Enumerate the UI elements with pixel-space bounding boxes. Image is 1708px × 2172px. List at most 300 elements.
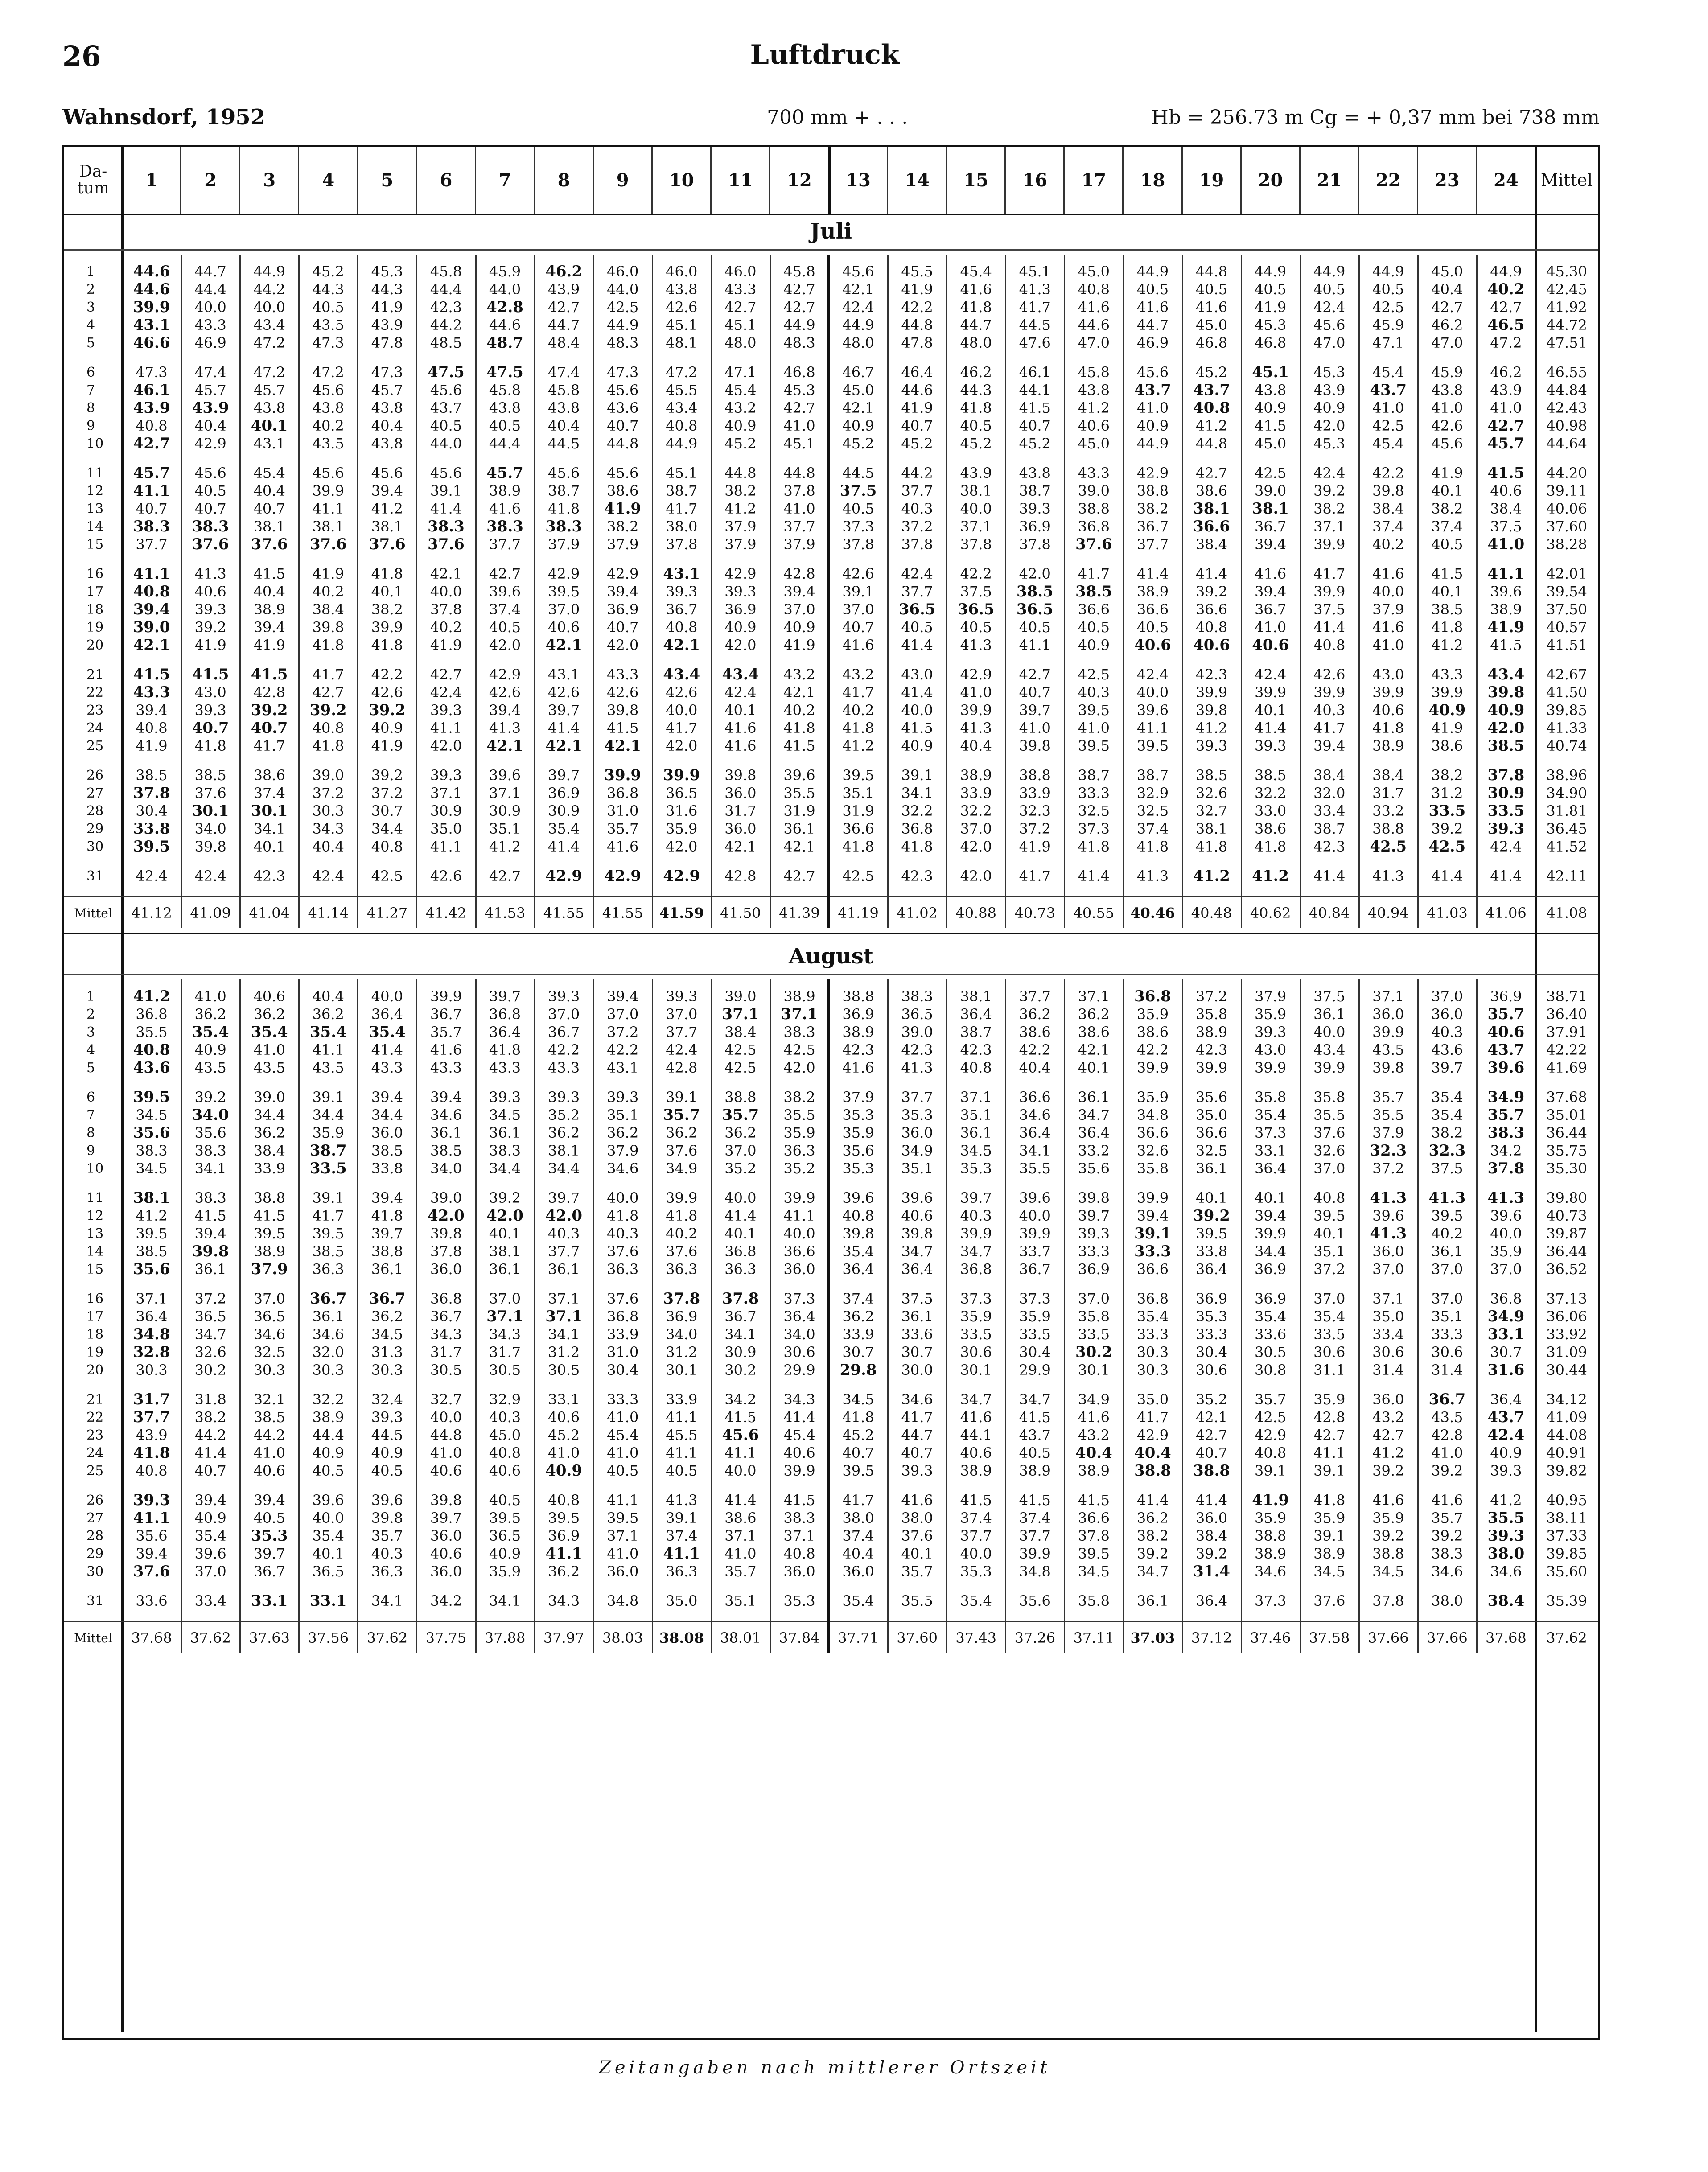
pressure-value: 40.8 bbox=[1313, 637, 1346, 654]
column-divider bbox=[1005, 255, 1006, 928]
pressure-value: 47.4 bbox=[547, 364, 580, 381]
pressure-value: 39.2 bbox=[309, 701, 347, 719]
pressure-value: 39.2 bbox=[194, 619, 226, 636]
pressure-value: 37.8 bbox=[663, 1290, 700, 1308]
pressure-value: 34.4 bbox=[371, 1107, 403, 1123]
pressure-value: 33.8 bbox=[371, 1160, 403, 1177]
pressure-value: 36.0 bbox=[1431, 1006, 1463, 1023]
pressure-value: 34.4 bbox=[312, 1107, 344, 1123]
pressure-value: 40.8 bbox=[783, 1545, 815, 1562]
table-row bbox=[64, 1260, 1598, 1278]
pressure-value: 37.3 bbox=[1254, 1592, 1287, 1609]
pressure-value: 41.3 bbox=[1428, 1189, 1466, 1207]
header-hour: 23 bbox=[1435, 169, 1460, 191]
pressure-value: 42.0 bbox=[1313, 417, 1346, 434]
pressure-value: 39.4 bbox=[1313, 737, 1346, 754]
pressure-value: 36.5 bbox=[898, 601, 936, 618]
pressure-value: 41.3 bbox=[1370, 1225, 1407, 1242]
pressure-value: 42.0 bbox=[960, 838, 992, 855]
pressure-value: 44.5 bbox=[1019, 317, 1051, 333]
pressure-value: 45.7 bbox=[133, 464, 170, 482]
pressure-value: 34.7 bbox=[901, 1243, 933, 1260]
pressure-value: 35.6 bbox=[133, 1124, 170, 1142]
pressure-value: 40.6 bbox=[430, 1545, 462, 1562]
pressure-value: 36.4 bbox=[783, 1308, 815, 1325]
pressure-value: 38.9 bbox=[1078, 1462, 1110, 1479]
pressure-value: 34.4 bbox=[253, 1107, 285, 1123]
pressure-value: 44.6 bbox=[901, 382, 933, 399]
pressure-value: 42.5 bbox=[1078, 666, 1110, 683]
pressure-value: 41.8 bbox=[1372, 720, 1404, 736]
pressure-value: 44.7 bbox=[547, 317, 580, 333]
pressure-value: 36.8 bbox=[607, 785, 639, 802]
pressure-value: 41.4 bbox=[547, 720, 580, 736]
hourly-mean: 37.03 bbox=[1130, 1629, 1175, 1646]
pressure-value: 41.8 bbox=[960, 299, 992, 316]
pressure-value: 36.6 bbox=[1195, 1124, 1228, 1141]
day-label: 6 bbox=[86, 1089, 95, 1105]
column-divider bbox=[946, 147, 947, 214]
pressure-value: 42.9 bbox=[724, 565, 757, 582]
pressure-value: 43.8 bbox=[371, 435, 403, 452]
month-title: August bbox=[64, 938, 1598, 975]
pressure-value: 33.8 bbox=[133, 820, 170, 838]
pressure-value: 33.2 bbox=[1078, 1142, 1110, 1159]
table-row bbox=[64, 618, 1598, 636]
pressure-value: 35.9 bbox=[1490, 1243, 1522, 1260]
pressure-value: 31.8 bbox=[194, 1391, 226, 1408]
table-row bbox=[64, 1106, 1598, 1124]
pressure-value: 41.3 bbox=[1487, 1189, 1525, 1207]
pressure-value: 31.6 bbox=[1487, 1361, 1525, 1379]
pressure-value: 41.1 bbox=[430, 838, 462, 855]
pressure-value: 38.9 bbox=[312, 1409, 344, 1426]
pressure-value: 42.7 bbox=[1195, 465, 1228, 481]
pressure-value: 44.2 bbox=[194, 1427, 226, 1444]
pressure-value: 41.0 bbox=[1254, 619, 1287, 636]
daily-mean: 44.20 bbox=[1546, 465, 1587, 481]
daily-mean: 39.82 bbox=[1546, 1462, 1587, 1479]
pressure-value: 40.1 bbox=[1078, 1059, 1110, 1076]
pressure-value: 35.4 bbox=[842, 1243, 874, 1260]
pressure-value: 43.7 bbox=[1193, 381, 1230, 399]
column-divider bbox=[475, 979, 477, 1653]
table-row bbox=[64, 583, 1598, 601]
day-label: 7 bbox=[86, 382, 95, 398]
pressure-value: 30.3 bbox=[312, 802, 344, 819]
pressure-value: 39.3 bbox=[901, 1462, 933, 1479]
pressure-value: 38.2 bbox=[607, 518, 639, 535]
pressure-value: 42.6 bbox=[666, 684, 698, 701]
pressure-value: 40.6 bbox=[547, 619, 580, 636]
pressure-value: 37.8 bbox=[1019, 536, 1051, 553]
pressure-value: 42.5 bbox=[1372, 299, 1404, 316]
daily-mean: 35.01 bbox=[1546, 1107, 1587, 1123]
pressure-value: 47.6 bbox=[1019, 334, 1051, 351]
pressure-value: 42.1 bbox=[430, 565, 462, 582]
pressure-value: 35.7 bbox=[901, 1563, 933, 1580]
daily-mean: 35.39 bbox=[1546, 1592, 1587, 1609]
pressure-value: 38.0 bbox=[1487, 1545, 1525, 1563]
pressure-value: 37.1 bbox=[783, 1527, 815, 1544]
pressure-value: 39.9 bbox=[666, 1189, 698, 1206]
pressure-value: 40.4 bbox=[1019, 1059, 1051, 1076]
pressure-value: 35.9 bbox=[1254, 1510, 1287, 1526]
pressure-value: 31.0 bbox=[607, 802, 639, 819]
pressure-value: 43.4 bbox=[1487, 666, 1525, 683]
pressure-value: 34.6 bbox=[430, 1107, 462, 1123]
pressure-value: 42.5 bbox=[1428, 838, 1466, 856]
pressure-value: 35.6 bbox=[1019, 1592, 1051, 1609]
header-hour: 10 bbox=[669, 169, 694, 191]
pressure-value: 45.2 bbox=[547, 1427, 580, 1444]
pressure-value: 41.9 bbox=[1431, 465, 1463, 481]
pressure-value: 41.2 bbox=[1252, 867, 1289, 885]
pressure-value: 39.2 bbox=[1372, 1462, 1404, 1479]
column-divider bbox=[180, 147, 181, 214]
pressure-value: 45.6 bbox=[1313, 317, 1346, 333]
pressure-value: 31.1 bbox=[1313, 1362, 1346, 1378]
pressure-value: 43.6 bbox=[607, 399, 639, 416]
pressure-value: 33.3 bbox=[1136, 1326, 1169, 1343]
pressure-value: 41.8 bbox=[842, 838, 874, 855]
pressure-value: 37.0 bbox=[253, 1290, 285, 1307]
pressure-value: 40.7 bbox=[607, 619, 639, 636]
pressure-value: 41.8 bbox=[194, 737, 226, 754]
pressure-value: 38.6 bbox=[1078, 1024, 1110, 1041]
pressure-value: 45.7 bbox=[253, 382, 285, 399]
pressure-value: 36.3 bbox=[783, 1142, 815, 1159]
table-row bbox=[64, 1509, 1598, 1527]
pressure-value: 35.1 bbox=[901, 1160, 933, 1177]
pressure-value: 29.8 bbox=[840, 1361, 877, 1379]
table-row bbox=[64, 1592, 1598, 1610]
pressure-value: 42.9 bbox=[1254, 1427, 1287, 1444]
pressure-value: 42.6 bbox=[1313, 666, 1346, 683]
pressure-value: 45.7 bbox=[371, 382, 403, 399]
column-divider bbox=[710, 147, 712, 214]
pressure-value: 44.8 bbox=[901, 317, 933, 333]
pressure-value: 41.3 bbox=[901, 1059, 933, 1076]
pressure-value: 33.1 bbox=[251, 1592, 288, 1610]
pressure-value: 39.3 bbox=[1195, 737, 1228, 754]
pressure-value: 48.4 bbox=[547, 334, 580, 351]
pressure-value: 37.5 bbox=[1490, 518, 1522, 535]
pressure-value: 40.2 bbox=[783, 702, 815, 719]
pressure-value: 42.6 bbox=[430, 868, 462, 884]
pressure-value: 43.3 bbox=[430, 1059, 462, 1076]
pressure-value: 40.0 bbox=[1490, 1225, 1522, 1242]
pressure-value: 41.4 bbox=[901, 684, 933, 701]
pressure-value: 45.2 bbox=[724, 435, 757, 452]
pressure-value: 37.0 bbox=[489, 1290, 521, 1307]
month-separator bbox=[64, 933, 1598, 934]
pressure-value: 41.7 bbox=[1136, 1409, 1169, 1426]
pressure-value: 38.6 bbox=[1195, 482, 1228, 499]
pressure-value: 42.7 bbox=[1313, 1427, 1346, 1444]
pressure-value: 37.3 bbox=[1078, 820, 1110, 837]
pressure-value: 37.5 bbox=[840, 482, 877, 500]
pressure-value: 40.7 bbox=[607, 417, 639, 434]
pressure-value: 42.6 bbox=[371, 684, 403, 701]
pressure-value: 43.3 bbox=[1431, 666, 1463, 683]
pressure-value: 36.7 bbox=[1019, 1261, 1051, 1278]
daily-mean: 47.51 bbox=[1546, 334, 1587, 351]
daily-mean: 33.92 bbox=[1546, 1326, 1587, 1343]
pressure-value: 39.8 bbox=[1078, 1189, 1110, 1206]
pressure-value: 40.6 bbox=[1134, 636, 1171, 654]
pressure-value: 36.9 bbox=[547, 785, 580, 802]
pressure-value: 36.0 bbox=[724, 820, 757, 837]
pressure-value: 37.1 bbox=[545, 1308, 583, 1325]
pressure-value: 32.7 bbox=[1195, 802, 1228, 819]
table-row bbox=[64, 1343, 1598, 1361]
mean-label: Mittel bbox=[74, 1630, 112, 1645]
hourly-mean: 38.08 bbox=[659, 1629, 704, 1646]
day-label: 26 bbox=[86, 1492, 104, 1508]
pressure-value: 41.7 bbox=[666, 720, 698, 736]
pressure-value: 29.9 bbox=[1019, 1362, 1051, 1378]
pressure-value: 40.7 bbox=[901, 417, 933, 434]
pressure-value: 45.6 bbox=[312, 382, 344, 399]
pressure-value: 41.5 bbox=[1019, 399, 1051, 416]
pressure-value: 38.3 bbox=[545, 518, 583, 535]
pressure-value: 39.1 bbox=[1313, 1462, 1346, 1479]
pressure-value: 39.1 bbox=[1254, 1462, 1287, 1479]
header-hour: 16 bbox=[1022, 169, 1048, 191]
daily-mean: 39.87 bbox=[1546, 1225, 1587, 1242]
pressure-value: 41.3 bbox=[1372, 868, 1404, 884]
pressure-value: 32.9 bbox=[1136, 785, 1169, 802]
pressure-value: 37.0 bbox=[1431, 988, 1463, 1005]
pressure-value: 41.9 bbox=[783, 637, 815, 654]
header-hour: 5 bbox=[381, 169, 394, 191]
pressure-value: 42.2 bbox=[1019, 1041, 1051, 1058]
pressure-value: 37.7 bbox=[901, 482, 933, 499]
pressure-value: 39.4 bbox=[253, 619, 285, 636]
pressure-value: 34.8 bbox=[1019, 1563, 1051, 1580]
pressure-value: 36.9 bbox=[724, 601, 757, 618]
pressure-value: 36.8 bbox=[1134, 987, 1171, 1005]
pressure-value: 47.3 bbox=[312, 334, 344, 351]
pressure-value: 33.9 bbox=[253, 1160, 285, 1177]
pressure-value: 40.0 bbox=[430, 1409, 462, 1426]
pressure-value: 45.2 bbox=[312, 263, 344, 280]
pressure-value: 34.9 bbox=[1078, 1391, 1110, 1408]
page-number: 26 bbox=[62, 40, 101, 73]
pressure-value: 34.5 bbox=[1078, 1563, 1110, 1580]
daily-mean: 42.43 bbox=[1546, 399, 1587, 416]
pressure-value: 37.9 bbox=[1372, 601, 1404, 618]
pressure-value: 32.5 bbox=[1078, 802, 1110, 819]
pressure-value: 38.9 bbox=[960, 767, 992, 784]
pressure-value: 43.1 bbox=[253, 435, 285, 452]
pressure-value: 37.7 bbox=[1019, 1527, 1051, 1544]
pressure-value: 36.3 bbox=[666, 1261, 698, 1278]
pressure-value: 37.7 bbox=[133, 1408, 170, 1426]
pressure-value: 35.6 bbox=[136, 1527, 168, 1544]
pressure-value: 40.5 bbox=[1078, 619, 1110, 636]
pressure-value: 44.7 bbox=[1136, 317, 1169, 333]
pressure-value: 41.8 bbox=[666, 1207, 698, 1224]
pressure-value: 42.7 bbox=[724, 299, 757, 316]
pressure-value: 40.2 bbox=[842, 702, 874, 719]
pressure-value: 37.9 bbox=[842, 1089, 874, 1106]
pressure-value: 32.3 bbox=[1019, 802, 1051, 819]
pressure-value: 41.7 bbox=[1078, 565, 1110, 582]
table-row bbox=[64, 316, 1598, 334]
pressure-value: 43.7 bbox=[1134, 381, 1171, 399]
pressure-value: 45.2 bbox=[842, 1427, 874, 1444]
pressure-value: 38.5 bbox=[1075, 583, 1112, 601]
pressure-value: 38.1 bbox=[960, 988, 992, 1005]
pressure-value: 32.6 bbox=[1313, 1142, 1346, 1159]
pressure-value: 42.7 bbox=[133, 435, 170, 452]
pressure-value: 38.7 bbox=[1313, 820, 1346, 837]
pressure-value: 40.4 bbox=[312, 838, 344, 855]
pressure-value: 40.8 bbox=[136, 720, 168, 736]
day-label: 28 bbox=[86, 1528, 104, 1544]
pressure-value: 39.8 bbox=[901, 1225, 933, 1242]
table-row bbox=[64, 518, 1598, 535]
pressure-value: 38.4 bbox=[1195, 536, 1228, 553]
header-hour: 24 bbox=[1494, 169, 1519, 191]
daily-mean: 30.44 bbox=[1546, 1362, 1587, 1378]
pressure-value: 42.9 bbox=[1136, 465, 1169, 481]
day-label: 9 bbox=[86, 1143, 95, 1159]
pressure-value: 41.0 bbox=[194, 988, 226, 1005]
pressure-value: 45.4 bbox=[783, 1427, 815, 1444]
pressure-value: 41.0 bbox=[1019, 720, 1051, 736]
pressure-value: 42.0 bbox=[489, 637, 521, 654]
pressure-value: 36.4 bbox=[1195, 1592, 1228, 1609]
pressure-value: 41.8 bbox=[607, 1207, 639, 1224]
pressure-value: 41.6 bbox=[1372, 1492, 1404, 1509]
footnote: Zeitangaben nach mittlerer Ortszeit bbox=[599, 2057, 1051, 2078]
pressure-value: 37.9 bbox=[607, 536, 639, 553]
pressure-value: 43.9 bbox=[192, 399, 229, 417]
pressure-value: 39.1 bbox=[430, 482, 462, 499]
pressure-value: 42.1 bbox=[842, 399, 874, 416]
pressure-value: 34.5 bbox=[842, 1391, 874, 1408]
column-divider bbox=[1064, 979, 1065, 1653]
pressure-value: 39.4 bbox=[194, 1492, 226, 1509]
pressure-value: 42.8 bbox=[1431, 1427, 1463, 1444]
pressure-value: 41.8 bbox=[901, 838, 933, 855]
pressure-value: 41.6 bbox=[901, 1492, 933, 1509]
pressure-value: 45.2 bbox=[842, 435, 874, 452]
hourly-mean: 41.27 bbox=[366, 905, 408, 921]
pressure-value: 46.8 bbox=[783, 364, 815, 381]
pressure-value: 45.0 bbox=[1078, 263, 1110, 280]
pressure-value: 43.0 bbox=[901, 666, 933, 683]
constants-label: Hb = 256.73 m Cg = + 0,37 mm bei 738 mm bbox=[1151, 106, 1600, 129]
pressure-value: 31.2 bbox=[666, 1344, 698, 1361]
pressure-value: 39.9 bbox=[1313, 536, 1346, 553]
table-row bbox=[64, 1023, 1598, 1041]
pressure-value: 41.9 bbox=[136, 737, 168, 754]
pressure-value: 44.1 bbox=[960, 1427, 992, 1444]
pressure-value: 37.8 bbox=[1372, 1592, 1404, 1609]
pressure-value: 45.8 bbox=[1078, 364, 1110, 381]
pressure-value: 44.9 bbox=[666, 435, 698, 452]
pressure-value: 37.6 bbox=[1075, 535, 1112, 553]
pressure-value: 36.3 bbox=[607, 1261, 639, 1278]
pressure-value: 41.8 bbox=[1254, 838, 1287, 855]
pressure-value: 33.3 bbox=[1078, 785, 1110, 802]
pressure-value: 39.3 bbox=[1487, 820, 1525, 838]
pressure-value: 36.6 bbox=[1078, 601, 1110, 618]
monthly-mean-total: 37.62 bbox=[1546, 1629, 1587, 1646]
pressure-value: 41.2 bbox=[1078, 399, 1110, 416]
pressure-value: 41.6 bbox=[1254, 565, 1287, 582]
pressure-value: 43.6 bbox=[1431, 1041, 1463, 1058]
pressure-value: 40.4 bbox=[253, 583, 285, 600]
table-row bbox=[64, 435, 1598, 452]
pressure-value: 45.7 bbox=[1487, 435, 1525, 452]
day-label: 10 bbox=[86, 436, 104, 452]
pressure-value: 43.5 bbox=[312, 317, 344, 333]
day-label: 27 bbox=[86, 1510, 104, 1526]
pressure-value: 38.8 bbox=[1134, 1462, 1171, 1480]
day-label: 20 bbox=[86, 1362, 104, 1378]
pressure-value: 39.6 bbox=[489, 767, 521, 784]
pressure-value: 34.5 bbox=[136, 1160, 168, 1177]
day-label: 2 bbox=[86, 1006, 95, 1022]
hourly-mean: 37.62 bbox=[190, 1629, 231, 1646]
pressure-value: 47.2 bbox=[253, 364, 285, 381]
pressure-value: 38.3 bbox=[133, 518, 170, 535]
pressure-value: 45.1 bbox=[666, 465, 698, 481]
daily-mean: 35.60 bbox=[1546, 1563, 1587, 1580]
pressure-value: 39.9 bbox=[1195, 1059, 1228, 1076]
pressure-value: 41.8 bbox=[312, 637, 344, 654]
pressure-value: 30.1 bbox=[1078, 1362, 1110, 1378]
pressure-value: 36.1 bbox=[371, 1261, 403, 1278]
day-label: 30 bbox=[86, 1563, 104, 1580]
pressure-value: 35.8 bbox=[1195, 1006, 1228, 1023]
table-row bbox=[64, 683, 1598, 701]
pressure-value: 43.6 bbox=[133, 1059, 170, 1077]
pressure-value: 39.3 bbox=[724, 583, 757, 600]
pressure-value: 42.2 bbox=[901, 299, 933, 316]
pressure-value: 41.4 bbox=[901, 637, 933, 654]
pressure-value: 41.2 bbox=[724, 500, 757, 517]
pressure-value: 40.0 bbox=[194, 299, 226, 316]
pressure-value: 43.3 bbox=[371, 1059, 403, 1076]
pressure-value: 42.7 bbox=[489, 868, 521, 884]
pressure-value: 40.9 bbox=[489, 1545, 521, 1562]
pressure-value: 35.0 bbox=[1136, 1391, 1169, 1408]
pressure-value: 39.2 bbox=[194, 1089, 226, 1106]
pressure-value: 41.6 bbox=[1431, 1492, 1463, 1509]
pressure-value: 44.9 bbox=[607, 317, 639, 333]
pressure-value: 32.7 bbox=[430, 1391, 462, 1408]
pressure-value: 34.1 bbox=[724, 1326, 757, 1343]
pressure-value: 38.5 bbox=[194, 767, 226, 784]
pressure-value: 31.4 bbox=[1193, 1563, 1230, 1580]
pressure-value: 40.1 bbox=[371, 583, 403, 600]
day-label: 31 bbox=[86, 868, 104, 884]
pressure-value: 43.5 bbox=[312, 1059, 344, 1076]
pressure-value: 36.7 bbox=[724, 1308, 757, 1325]
pressure-value: 35.9 bbox=[666, 820, 698, 837]
pressure-value: 42.5 bbox=[842, 868, 874, 884]
pressure-value: 34.1 bbox=[253, 820, 285, 837]
pressure-value: 36.4 bbox=[1195, 1261, 1228, 1278]
pressure-value: 42.0 bbox=[724, 637, 757, 654]
pressure-value: 41.4 bbox=[724, 1492, 757, 1509]
